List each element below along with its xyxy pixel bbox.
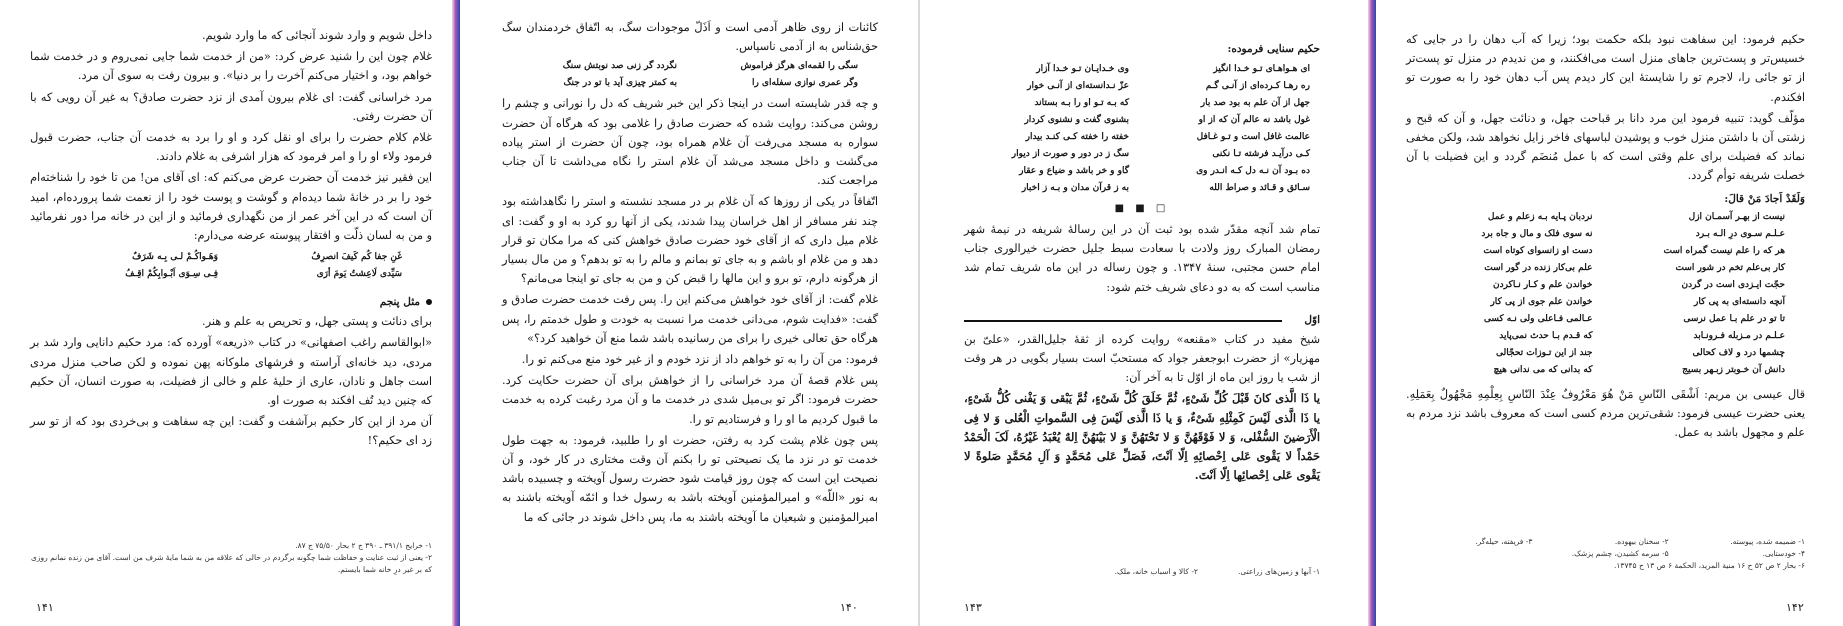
poem-verse: حجّت ایـزدی است در گردن <box>1681 279 1785 290</box>
paragraph: اتّفاقاً در یکی از روزها که آن غلام بر در مسجد نشسته و استر را نگاهداشته بود چند نفر مسافر از اهل خراسان پیدا شدند، یکی از آنها رو کرد به او و گفت: ای غلام میل داری که از آقای خود حضرت صادق خواهش کنی که مرا مکان تو قرار دهد و من غلام او باشم و به جای تو بمانم و مالم را به تو بدهم؟ و من مال بسیار از هرگونه دارم، تو برو و این مالها را قبض کن و من به جای تو اینجا می‌مانم؟ <box>502 195 878 286</box>
poem-verse: که قـدم بـا حدث نمی‌پاید <box>1499 330 1593 341</box>
footnote: ۳- فریفته، حیله‌گر. <box>1475 537 1533 546</box>
footnotes <box>1406 536 1805 572</box>
poem-verse: عزّ نـدانسته‌ای از آنـی خوار <box>1027 81 1129 91</box>
poem-verse: سگی را لقمه‌ای هرگز فراموش <box>740 61 858 72</box>
page-141-body <box>30 26 432 245</box>
poem <box>974 61 1310 197</box>
poem-verse: خواندن علم جوی از پی کار <box>1490 296 1593 307</box>
paragraph: فرمود: من آن را به تو خواهم داد از نزد خودم و از غیر خود منع می‌کنم تو را. <box>521 353 878 367</box>
poem-verse: ای هـوا‌هـای تـو خـدا انگیز <box>1213 64 1310 74</box>
poem-verse: نیست از بهـر آسمـان ازل <box>1688 211 1785 222</box>
page-143-body <box>964 220 1320 297</box>
page-141 <box>0 0 452 626</box>
footnote: ۶- بحار ۲ ص ۵۲ ح ۱۶ منیة المرید، الحکمة ۶ ص ۱۳ ح ۱۳۷۴۵. <box>1614 561 1805 570</box>
poem-verse: نه سوی فلک و مال و جاه برد <box>1481 228 1593 239</box>
poem <box>1426 209 1785 379</box>
page-142 <box>1376 0 1843 626</box>
page-141-body-2 <box>30 312 432 450</box>
paragraph: تمام شد آنچه مقدّر شده بود ثبت آن در این رسالهٔ شریفه در نیمهٔ شهر رمضان المبارک روز ولادت با سعادت سبط جلیل حضرت خیرالوری جناب امام حسن مجتبی، سنهٔ ۱۳۴۷. و چون رساله در این ماه شریف تمام شد مناسب است که به دو دعای شریف ختم شود: <box>964 223 1320 294</box>
page-140 <box>460 0 918 626</box>
paragraph: این فقیر نیز خدمت آن حضرت عرض می‌کنم که: ای آقای من! من تا خود را شناخته‌ام خود را بر در خانهٔ شما دیده‌ام و گوشت و پوست خود را از نعمت شما پرورده‌ام، امید آن است که در این آخر عمر از من نگهداری فرمائید و از این در خانه مرا دور نفرمائید و من به لسان ذلّت و افتقار پیوسته عرضه می‌دارم: <box>30 171 432 243</box>
poem-verse: عـالمی فـاعلی ولی نـه کسی <box>1483 313 1593 324</box>
footnotes <box>30 540 432 576</box>
bullet-icon <box>426 299 432 305</box>
poem-verse: ره رهـا کـرده‌ای از آنـی گـم <box>1205 81 1310 91</box>
paragraph: داخل شویم و وارد شوند آنجائی که ما وارد شویم. <box>201 29 432 42</box>
heading-rule <box>964 320 1282 322</box>
paragraph: غلام چون این را شنید عرض کرد: «من از خدمت شما جایی نمی‌روم و در خدمت شما خواهم بود، و اختیار می‌کنم آخرت را بر دنیا». و بیرون رفت به سوی آن مرد. <box>30 50 432 83</box>
page-number: ۱۴۱ <box>36 601 54 614</box>
paragraph: پس چون غلام پشت کرد به رفتن، حضرت او را طلبید، فرمود: به جهت طول خدمت تو در نزد ما یک نصیحتی تو را بکنم آن وقت مختاری در کار خود، و آن نصیحت این است که چون روز قیامت شود حضرت رسول آویخته و چسبیده باشد به نور «اللّه» و امیرالمؤمنین آویخته باشد به رسول خدا و ائمّه آویخته باشند به امیرالمؤمنین و شیعیان ما آویخته باشند به ما، پس داخل شوند در جائی که ما <box>502 433 878 524</box>
paragraph: آن مرد از این کار حکیم برآشفت و گفت: این چه سفاهت و بی‌خردی بود که از تو سر زد ای حکیم؟! <box>30 415 432 448</box>
poem-verse: جهل از آن علم به بود صد بار <box>1200 98 1310 108</box>
page-143-body-2 <box>964 330 1320 486</box>
poem-verse: ده بـود آن نـه دل کـه انـدر وی <box>1196 166 1310 176</box>
footnote: ۲- کالا و اسباب خانه، ملک. <box>1114 567 1198 576</box>
poem-verse: عـلـم سـوی درِ الـه بـرد <box>1695 228 1785 239</box>
footnote: ۴- خودستایی. <box>1762 549 1805 558</box>
poem-verse: تا تو در علم بـا عمل نرسی <box>1683 313 1785 324</box>
poem-verse: چشمها درد و لاف کحالی <box>1692 347 1785 358</box>
poem-verse: دانش آن خـوبتر زبـهر بسیج <box>1682 364 1785 375</box>
poem-verse: به ز قرآن مدان و بـه ز اخبار <box>1021 183 1129 193</box>
paragraph: برای دنائت و پستی جهل، و تحریص به علم و هنر. <box>202 315 432 329</box>
page-142-body-2 <box>1406 385 1805 443</box>
poem-verse: غول باشد نه عالم آن که از او <box>1198 115 1310 125</box>
poem-verse: وگر عمری نوازی سفله‌ای را <box>751 78 858 89</box>
footnote: ۲- یعنی از ثبت عنایت و حفاظت شما چگونه برگردم در حالی که علاقه من به شما مایهٔ شرف من است. آقای من زنده نمانم روزی که بر غیر درِ خانه شما بایستم. <box>31 553 432 574</box>
page-142-body <box>1406 30 1805 186</box>
page-number: ۱۴۳ <box>964 601 982 614</box>
paragraph: شیخ مفید در کتاب «مقنعه» روایت کرده از ثقهٔ جلیل‌القدر، «علیّ بن مهزیار» از حضرت ابوجعفر جواد که مستحبّ است بسیار بگویی در هر وقت از شب یا روز این ماه از اوّل تا به آخر آن: <box>964 332 1320 385</box>
poem-verse: دست او زانسوای کوتاه است <box>1483 245 1593 256</box>
poem-verse: کـی درآیـد فرشته تـا نکنی <box>1212 149 1310 159</box>
poem-verse: نردبان پـایه بـه زعلم و عمل <box>1487 211 1593 222</box>
page-140-body-2 <box>502 94 878 526</box>
footnote: ۲- سخنان بیهوده. <box>1614 537 1669 546</box>
poem-verse: هر که را علم نیست گمراه است <box>1663 245 1785 256</box>
poem-verse: کار بی‌علم تخم در شور است <box>1675 262 1785 273</box>
poem-verse: فِـی سِـوَی اَبْـوابِکُمْ اقِـفُ <box>125 269 218 280</box>
poem-verse: گاو و خر باشد و ضیاع و عقار <box>1019 166 1129 176</box>
paragraph: و چه قدر شایسته است در اینجا ذکر این خبر شریف که دل را نورانی و چشم را روشن می‌کند: روایت شده که حضرت صادق را غلامی بود که هرگاه آن حضرت سواره به مسجد می‌رفت آن غلام همراه بود، چون آن حضرت از استر پیاده می‌گشت و داخل مسجد می‌شد آن غلام استر را نگاه می‌داشت تا آن جناب مراجعت کند. <box>502 97 878 188</box>
footnote: ۵- سرمه کشیدن، چشم پزشک. <box>1571 549 1669 558</box>
poem-verse: سَیِّدی لَاعِشتُ یَومَ أرَی <box>316 269 402 280</box>
section-heading <box>30 293 432 312</box>
poem-verse: خفته را خفته کـی کنـد بیدار <box>1025 132 1129 142</box>
footnote: ۱- ضمیمه شده، پیوسته. <box>1730 537 1805 546</box>
poem <box>522 58 858 92</box>
page-binding <box>452 0 460 626</box>
page-binding <box>1368 0 1376 626</box>
poem-verse: سگ ز در دور و صورت از دیوار <box>1011 149 1129 159</box>
page-number: ۱۴۲ <box>1786 601 1804 614</box>
poem-verse: علم بی‌کار زنده در گور است <box>1484 262 1593 273</box>
poem-verse: به کمتر چیزی آید با تو در جنگ <box>563 78 677 89</box>
poem-verse: عـلـم در مـزبله فـرونـابد <box>1693 330 1785 341</box>
page-number: ۱۴۰ <box>840 601 858 614</box>
poem-verse: بشنوی گفت و نشنوی کردار <box>1024 115 1129 125</box>
poem-verse: که بدانی که می ندانی هیچ <box>1493 364 1593 375</box>
poem-title: وَلَقَدْ اَجادَ مَنْ قالَ: <box>1724 192 1805 205</box>
section-title: اوّل <box>1304 313 1320 326</box>
poem <box>60 249 402 283</box>
poem-verse: که بـه تـو او را بـه بستاند <box>1034 98 1129 108</box>
paragraph: «ابوالقاسم راغب اصفهانی» در کتاب «ذریعه» آورده که: مرد حکیم دانایی وارد شد بر مردی، دید خانه‌ای آراسته و فرشهای ملوکانه پهن نموده و لکن صاحب منزل مردی است جاهل و نادان، عاری از حلیهٔ علم و خالی از فضیلت، به صورت انسان، آن حکیم که چنین دید تُف افکند به صورت او. <box>30 336 432 408</box>
section-title: مثل پنجم <box>379 296 420 309</box>
page-143 <box>920 0 1368 626</box>
paragraph: مؤلّف گوید: تنبیه فرمود این مرد دانا بر قباحت جهل، و دنائت جهل، و آن که قبح و زشتی آن با داشتن منزل خوب و پوشیدن لباسهای فاخر زایل نخواهد شد، ولکن مخفی نماند که فضیلت برای علم وقتی است که با عمل مُنضَم گردد و این فضیلت با آن خصلت شریفه توأم گردد. <box>1406 111 1805 183</box>
poem-verse: جند از این تـوزات تحجّالی <box>1496 347 1593 358</box>
poem-title: حکیم سنایی فرموده: <box>1227 43 1320 55</box>
poem-verse: وَهَـواکُـمْ لـی بِـه شَرَفٌ <box>132 252 218 263</box>
poem-verse: غَنِ جفا کُم کَیفَ انصرِفُ <box>311 252 402 263</box>
poem-verse: آنچه دانسته‌ای به پی کار <box>1693 296 1785 307</box>
paragraph: کائنات از روی ظاهر آدمی است و اَذَلّ موجودات سگ، به اتّفاق خردمندان سگ حق‌شناس به از آدمی ناسپاس. <box>502 21 878 54</box>
paragraph: غلام گفت: از آقای خود خواهش می‌کنم این را. پس رفت خدمت حضرت صادق و گفت: «فدایت شوم، می‌دانی خدمت مرا نسبت به خودت و طول خدمتم را، پس هرگاه حق تعالی خیری را برای من رسانیده باشد شما منع آن خواهید کرد؟» <box>502 293 878 345</box>
paragraph: غلام کلام حضرت را برای او نقل کرد و او را برد به خدمت آن جناب، حضرت قبول فرمود ولاء او را و امر فرمود که هزار اشرفی به غلام دادند. <box>30 131 432 164</box>
poem-verse: سـائق و قـائد و صراط الله <box>1209 183 1310 193</box>
paragraph: مرد خراسانی گفت: ای غلام بیرون آمدی از نزد حضرت صادق؟ به غیر آن رویی که با آن حضرت رفتی. <box>30 90 432 123</box>
paragraph: پس غلام قصهٔ آن مرد خراسانی را از خواهش برای آن حضرت حکایت کرد. حضرت فرمود: اگر تو بی‌میل شدی در خدمت ما و آن مرد رغبت کرده به خدمت ما قبول کردیم ما او را و فرستادیم تو را. <box>502 374 878 426</box>
footnotes <box>964 566 1320 578</box>
poem-verse: وی خـدایـان تـو خـدا آزار <box>1036 64 1129 74</box>
poem-verse: نگردد گر زنی صد نوبتش سنگ <box>562 61 677 72</box>
poem-verse: عالمت غافل است و تـو غـافل <box>1196 132 1310 142</box>
footnote: ۱- آبها و زمین‌های زراعتی. <box>1237 567 1320 576</box>
section-separator: ■ ■ □ <box>1114 203 1170 214</box>
poem-verse: خواندن علم و کـار نـاکردن <box>1492 279 1593 290</box>
prayer-text: یا ذَا الَّذی کانَ قَبْلَ کُلِّ شَیْءٍ، ثُمَّ خَلَقَ کُلَّ شَیْءٍ، ثُمَّ یَبْقی وَ یَفْنی کُلُّ شَیْءٍ، یا ذَا الَّذی لَیْسَ کَمِثْلِهِ شَیْءٌ، وَ یا ذَا الَّذی لَیْسَ فِی السَّمواتِ الْعُلی وَ لا فِی الْأَرَضینَ السُّفْلی، وَ لا فَوْقَهُنَّ وَ لا تَحْتَهُنَّ وَ لا بَیْنَهُنَّ اِلهٌ یُعْبَدُ غَیْرُهُ، لَکَ الْحَمْدُ حَمْداً لا یَقْوی عَلی اِحْصائِهِ اِلّا اَنْتَ، فَصَلِّ عَلی مُحَمَّدٍ وَ آلِ مُحَمَّدٍ صَلوةً لا یَقْوی عَلی اِحْصائِها اِلّا اَنْتَ. <box>964 391 1320 483</box>
paragraph: قال عیسی بن مریم: اَشْقَی النّاسِ مَنْ هُوَ مَعْرُوفٌ عِنْدَ النّاسِ بِعِلْمِهِ مَجْهُولٌ بِعَمَلِهِ. یعنی حضرت عیسی فرمود: شقی‌ترین مردم کسی است که معروف باشد نزد مردم به علم و مجهول باشد به عمل. <box>1406 387 1805 440</box>
footnote: ۱- خرایج ۳۹۱/۱ ـ ۳۹۰ ج ۲ بحار ۷۵/۵۰ ج ۸۷. <box>295 541 432 550</box>
paragraph: حکیم فرمود: این سفاهت نبود بلکه حکمت بود؛ زیرا که آب دهان را در جایی که خسیس‌تر و پست‌ترین جاهای منزل است می‌افکنند، و من ندیدم در منزل تو پست‌تر از تو جائی را، لاجرم تو را شایستهٔ این کار دیدم پس آب دهان خود را به صورت تو افکندم. <box>1406 33 1805 104</box>
page-140-body <box>502 18 878 56</box>
